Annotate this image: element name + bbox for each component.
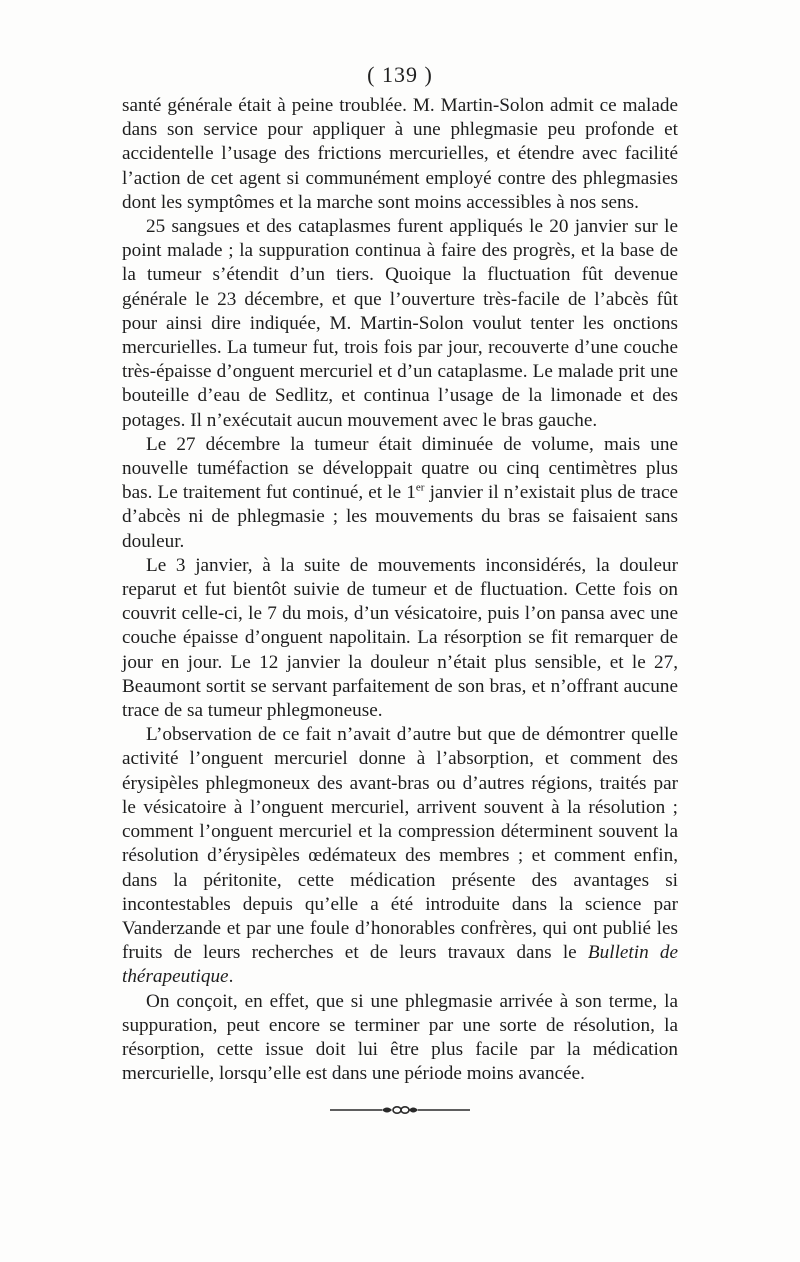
paragraph-27-decembre-text-a: Le 27 décembre la tumeur était diminuée de volume, mais une nouvelle tuméfaction se développait quatre ou cinq centimètres plus bas. Le traitement fut continué, et le 1 <box>122 433 678 504</box>
paragraph-27-decembre-text-b: janvier il n’existait plus de trace d’abcès ni de phlegmasie ; les mouvements du bras se faisaient sans douleur. <box>122 482 678 552</box>
paragraph-continuation: santé générale était à peine troublée. M. Martin-Solon admit ce malade dans son service pour appliquer à une phlegmasie peu profonde et accidentelle l’usage des frictions mercurielles, et étendre avec facilité l’action de cet agent si communément employé contre des phlegmasies dont les symptômes et la marche sont moins accessibles à nos sens. <box>122 95 678 213</box>
ordinal-superscript: er <box>415 481 425 494</box>
paragraph-27-decembre <box>122 433 678 554</box>
paragraph-observation-end: . <box>228 966 234 988</box>
journal-title: Bulletin de thérapeutique <box>122 942 678 988</box>
paragraph-observation-text: L’observation de ce fait n’avait d’autre but que de démontrer quelle activité l’onguent mercuriel donne à l’absorption, et comment des érysipèles phlegmoneux des avant-bras ou d’autres régions, traités par le vésicatoire à l’onguent mercuriel, arrivent souvent à la résolution ; comment l’onguent mercuriel et la compression déterminent souvent la résolution d’érysipèles œdémateux des membres ; et comment enfin, dans la péritonite, cette médication présente des avantages si incontestables depuis qu’elle a été introduite dans la science par Vanderzande et par une foule d’honorables confrères, qui ont publié les fruits de leurs recherches et de leurs travaux dans le <box>122 724 678 964</box>
paragraph-observation <box>122 723 678 989</box>
page-number: ( 139 ) <box>367 62 433 87</box>
body-text <box>122 94 678 1086</box>
paragraph-sangsues: 25 sangsues et des cataplasmes furent appliqués le 20 janvier sur le point malade ; la suppuration continua à faire des progrès, et la base de la tumeur s’étendit d’un tiers. Quoique la fluctuation fût devenue générale le 23 décembre, et que l’ouverture très-facile de l’abcès fût pour ainsi dire indiquée, M. Martin-Solon voulut tenter les onctions mercurielles. La tumeur fut, trois fois par jour, recouverte d’une couche très-épaisse d’onguent mercuriel et d’un cataplasme. Le malade prit une bouteille d’eau de Sedlitz, et continua l’usage de la limonade et des potages. Il n’exécutait aucun mouvement avec le bras gauche. <box>122 216 678 431</box>
paragraph-3-janvier: Le 3 janvier, à la suite de mouvements inconsidérés, la douleur reparut et fut bientôt suivie de tumeur et de fluctuation. Cette fois on couvrit celle-ci, le 7 du mois, d’un vésicatoire, puis l’on pansa avec une couche épaisse d’onguent napolitain. La résorption se fit remarquer de jour en jour. Le 12 janvier la douleur n’était plus sensible, et le 27, Beaumont sortit se servant parfaitement de son bras, et n’offrant aucune trace de sa tumeur phlegmoneuse. <box>122 554 678 722</box>
tailpiece-ornament-icon <box>330 1103 470 1117</box>
paragraph-on-concoit: On conçoit, en effet, que si une phlegmasie arrivée à son terme, la suppuration, peut encore se terminer par une sorte de résolution, la résorption, cette issue doit lui être plus facile par la médication mercurielle, lorsqu’elle est dans une période moins avancée. <box>122 990 678 1085</box>
